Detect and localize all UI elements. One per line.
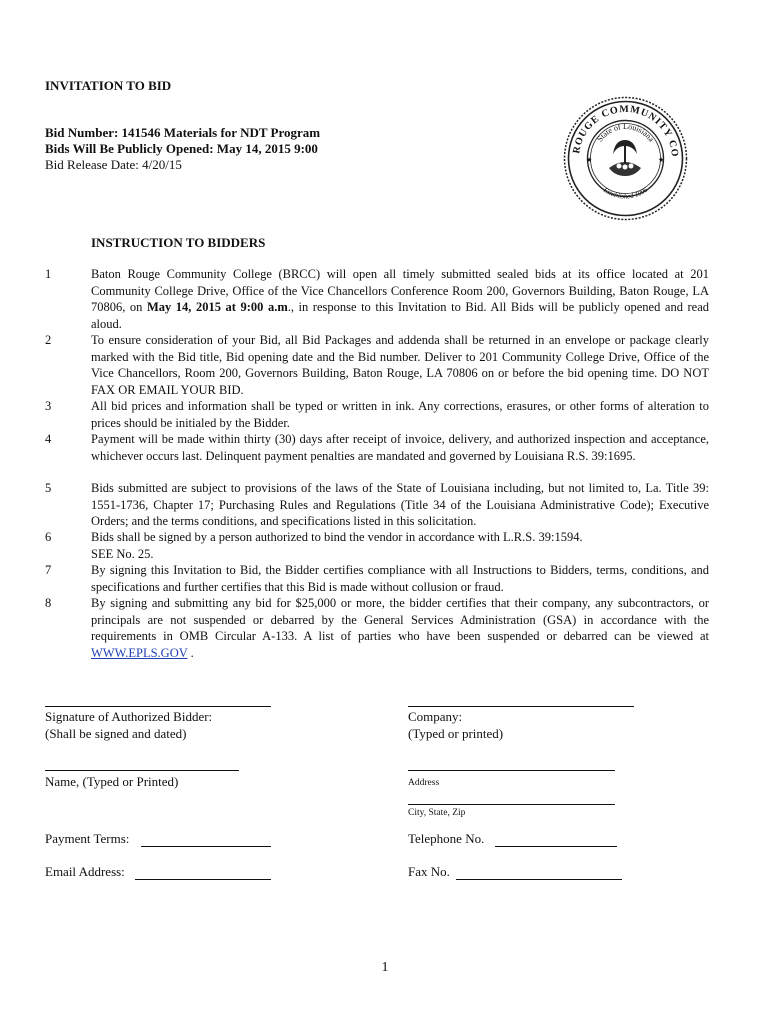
svg-text:Established 1996 bbox=[601, 185, 650, 200]
college-seal-logo bbox=[563, 96, 688, 221]
email-line[interactable] bbox=[135, 879, 271, 880]
bid-open-date: Bids Will Be Publicly Opened: May 14, 2015 9:00 bbox=[45, 141, 318, 156]
item-text: Baton Rouge Community College (BRCC) will open all timely submitted sealed bids at its office located at 201 Community College Drive, Office of the Vice Chancellors Conference Room 200, Governors Building, Baton Rouge, LA 70806, on May 14, 2015 at 9:00 a.m., in response to this Invitation to Bid. All Bids will be publicly opened and read aloud. bbox=[91, 267, 709, 331]
bid-number: Bid Number: 141546 Materials for NDT Program bbox=[45, 125, 321, 140]
payment-terms-label: Payment Terms: bbox=[45, 831, 130, 846]
telephone-label: Telephone No. bbox=[408, 831, 485, 846]
instructions-title: INSTRUCTION TO BIDDERS bbox=[91, 235, 266, 250]
epls-link[interactable]: WWW.EPLS.GOV bbox=[91, 645, 188, 660]
signature-note: (Shall be signed and dated) bbox=[45, 726, 187, 741]
item-number: 2 bbox=[45, 333, 52, 347]
address-label: Address bbox=[408, 778, 440, 788]
item-number: 7 bbox=[45, 563, 52, 577]
signature-line[interactable] bbox=[45, 706, 271, 707]
item-text: Bids shall be signed by a person authorized to bind the vendor in accordance with L.R.S. 39:1594. SEE No. 25. bbox=[91, 530, 583, 561]
document-title: INVITATION TO BID bbox=[45, 78, 172, 93]
item-text: By signing this Invitation to Bid, the Bidder certifies compliance with all Instructions to Bidders, terms, conditions, and specifications and further certifies that this Bid is made without collusion or fraud. bbox=[91, 563, 709, 594]
item-number: 3 bbox=[45, 399, 52, 413]
fax-line[interactable] bbox=[456, 879, 622, 880]
company-note: (Typed or printed) bbox=[408, 726, 504, 741]
page-number: 1 bbox=[381, 960, 389, 975]
fax-label: Fax No. bbox=[408, 864, 450, 879]
item-number: 4 bbox=[45, 432, 52, 446]
city-state-zip-label: City, State, Zip bbox=[408, 808, 466, 818]
item-number: 6 bbox=[45, 530, 52, 544]
bid-release-date: Bid Release Date: 4/20/15 bbox=[45, 157, 182, 172]
item-text: To ensure consideration of your Bid, all Bid Packages and addenda shall be returned in an envelope or package clearly marked with the Bid title, Bid opening date and the Bid number. Deliver to 201 Community College Drive, Office of the Vice Chancellors, Room 200, Governors Building, Baton Rouge, LA 70806 on or before the bid opening time. DO NOT FAX OR EMAIL YOUR BID. bbox=[91, 333, 709, 397]
seal-star-right-icon: ★ bbox=[658, 156, 665, 164]
item-number: 5 bbox=[45, 481, 52, 495]
item-number: 8 bbox=[45, 596, 52, 610]
payment-terms-line[interactable] bbox=[141, 846, 271, 847]
address-line[interactable] bbox=[408, 770, 615, 771]
seal-bottom-text: Established 1996 bbox=[601, 185, 650, 201]
city-state-zip-line[interactable] bbox=[408, 804, 615, 805]
company-label: Company: bbox=[408, 709, 463, 724]
telephone-line[interactable] bbox=[495, 846, 617, 847]
item-text: Bids submitted are subject to provisions of the laws of the State of Louisiana including, but not limited to, La. Title 39: 1551-1736, Chapter 17; Purchasing Rules and Regulations (Title 34 of the Louisiana Administrative Code); Executive Orders; and the terms conditions, and specifications listed in this solicitation. bbox=[91, 481, 709, 528]
item-text: By signing and submitting any bid for $25,000 or more, the bidder certifies that their company, any subcontractors, or principals are not suspended or debarred by the General Services Administration (GSA) in accordance with the requirements in OMB Circular A-133. A list of parties who have been suspended or debarred can be viewed at WWW.EPLS.GOV . bbox=[91, 596, 709, 660]
item-text: Payment will be made within thirty (30) days after receipt of invoice, delivery, and authorized inspection and acceptance, whichever occurs last. Delinquent payment penalties are mandated and governed by Louisiana R.S. 39:1695. bbox=[91, 432, 709, 463]
signature-label: Signature of Authorized Bidder: bbox=[45, 709, 213, 724]
item-text: All bid prices and information shall be typed or written in ink. Any corrections, erasures, or other forms of alteration to prices should be initialed by the Bidder. bbox=[91, 399, 709, 430]
name-label: Name, (Typed or Printed) bbox=[45, 774, 179, 789]
seal-inner-text: State of Louisiana bbox=[595, 122, 656, 144]
seal-star-left-icon: ★ bbox=[586, 156, 593, 164]
name-line[interactable] bbox=[45, 770, 239, 771]
seal-top-text: ROUGE COMMUNITY CO bbox=[571, 103, 681, 159]
company-line[interactable] bbox=[408, 706, 634, 707]
email-label: Email Address: bbox=[45, 864, 125, 879]
pelican-emblem-icon bbox=[609, 140, 641, 176]
item-number: 1 bbox=[45, 267, 52, 281]
